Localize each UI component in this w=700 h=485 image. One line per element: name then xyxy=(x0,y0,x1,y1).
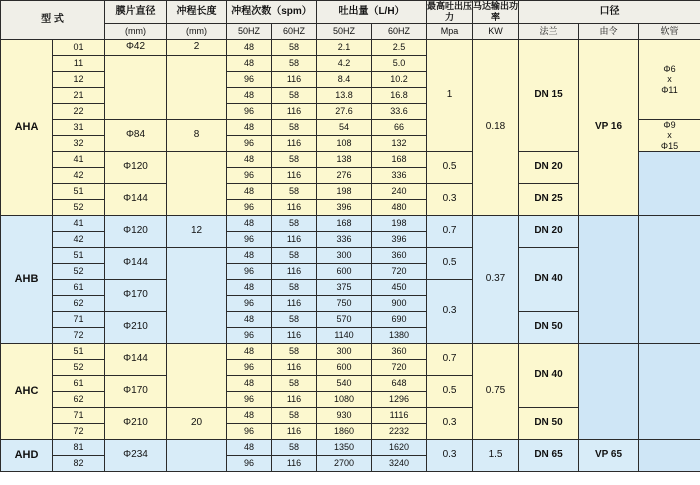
motor-power-cell: 0.18 xyxy=(473,40,519,216)
header-unit-kw: KW xyxy=(473,24,519,40)
model-code-cell: 22 xyxy=(53,104,105,120)
table-row xyxy=(1,40,700,56)
stroke-length-cell xyxy=(167,344,227,408)
hose-cell: Φ9 x Φ15 xyxy=(639,120,700,152)
table-row xyxy=(1,344,700,360)
output-50hz-cell: 168 xyxy=(317,216,372,232)
output-50hz-cell: 108 xyxy=(317,136,372,152)
model-code-cell: 81 xyxy=(53,440,105,456)
output-50hz-cell: 1860 xyxy=(317,424,372,440)
spm-50hz-cell: 96 xyxy=(227,104,272,120)
output-60hz-cell: 360 xyxy=(372,248,427,264)
spm-60hz-cell: 116 xyxy=(272,456,317,472)
spm-50hz-cell: 48 xyxy=(227,312,272,328)
output-60hz-cell: 648 xyxy=(372,376,427,392)
diaphragm-diameter-cell: Φ210 xyxy=(105,408,167,440)
output-50hz-cell: 4.2 xyxy=(317,56,372,72)
output-60hz-cell: 1116 xyxy=(372,408,427,424)
model-code-cell: 61 xyxy=(53,376,105,392)
union-cell xyxy=(579,344,639,440)
output-60hz-cell: 132 xyxy=(372,136,427,152)
flange-cell: DN 65 xyxy=(519,440,579,472)
spm-50hz-cell: 48 xyxy=(227,344,272,360)
stroke-length-cell: 12 xyxy=(167,216,227,248)
model-code-cell: 72 xyxy=(53,424,105,440)
spm-50hz-cell: 96 xyxy=(227,328,272,344)
diaphragm-diameter-cell: Φ120 xyxy=(105,152,167,184)
output-50hz-cell: 198 xyxy=(317,184,372,200)
stroke-length-cell: 20 xyxy=(167,408,227,440)
output-50hz-cell: 600 xyxy=(317,264,372,280)
output-60hz-cell: 240 xyxy=(372,184,427,200)
spm-60hz-cell: 116 xyxy=(272,424,317,440)
diaphragm-diameter-cell: Φ234 xyxy=(105,440,167,472)
flange-cell: DN 20 xyxy=(519,216,579,248)
output-60hz-cell: 168 xyxy=(372,152,427,168)
output-50hz-cell: 750 xyxy=(317,296,372,312)
model-code-cell: 52 xyxy=(53,200,105,216)
spm-50hz-cell: 96 xyxy=(227,424,272,440)
output-60hz-cell: 1620 xyxy=(372,440,427,456)
max-pressure-cell: 0.3 xyxy=(427,408,473,440)
output-50hz-cell: 2700 xyxy=(317,456,372,472)
spm-60hz-cell: 58 xyxy=(272,184,317,200)
spm-60hz-cell: 58 xyxy=(272,344,317,360)
output-60hz-cell: 33.6 xyxy=(372,104,427,120)
flange-cell: DN 40 xyxy=(519,248,579,312)
spm-50hz-cell: 48 xyxy=(227,248,272,264)
spm-50hz-cell: 96 xyxy=(227,264,272,280)
output-50hz-cell: 375 xyxy=(317,280,372,296)
output-60hz-cell: 16.8 xyxy=(372,88,427,104)
header-union: 由令 xyxy=(579,24,639,40)
motor-power-cell: 0.37 xyxy=(473,216,519,344)
model-code-cell: 41 xyxy=(53,216,105,232)
output-60hz-cell: 336 xyxy=(372,168,427,184)
spm-50hz-cell: 96 xyxy=(227,392,272,408)
spm-60hz-cell: 58 xyxy=(272,280,317,296)
output-60hz-cell: 2232 xyxy=(372,424,427,440)
output-50hz-cell: 300 xyxy=(317,248,372,264)
diaphragm-diameter-cell: Φ144 xyxy=(105,248,167,280)
output-60hz-cell: 450 xyxy=(372,280,427,296)
header-unit-mm-stroke: (mm) xyxy=(167,24,227,40)
flange-cell: DN 50 xyxy=(519,312,579,344)
output-60hz-cell: 396 xyxy=(372,232,427,248)
spm-50hz-cell: 96 xyxy=(227,136,272,152)
flange-cell: DN 20 xyxy=(519,152,579,184)
flange-cell: DN 25 xyxy=(519,184,579,216)
output-50hz-cell: 300 xyxy=(317,344,372,360)
spm-50hz-cell: 96 xyxy=(227,200,272,216)
spm-60hz-cell: 116 xyxy=(272,232,317,248)
flange-cell: DN 15 xyxy=(519,40,579,152)
model-code-cell: 32 xyxy=(53,136,105,152)
header-output-50hz: 50HZ xyxy=(317,24,372,40)
output-60hz-cell: 1296 xyxy=(372,392,427,408)
model-code-cell: 72 xyxy=(53,328,105,344)
motor-power-cell: 1.5 xyxy=(473,440,519,472)
model-code-cell: 12 xyxy=(53,72,105,88)
output-50hz-cell: 2.1 xyxy=(317,40,372,56)
hose-cell xyxy=(639,344,700,440)
diaphragm-diameter-cell: Φ144 xyxy=(105,184,167,216)
model-cell: AHD xyxy=(1,440,53,472)
model-code-cell: 51 xyxy=(53,248,105,264)
output-60hz-cell: 480 xyxy=(372,200,427,216)
output-60hz-cell: 3240 xyxy=(372,456,427,472)
diaphragm-diameter-cell: Φ210 xyxy=(105,312,167,344)
output-50hz-cell: 1140 xyxy=(317,328,372,344)
output-60hz-cell: 720 xyxy=(372,264,427,280)
spm-60hz-cell: 58 xyxy=(272,376,317,392)
spm-60hz-cell: 116 xyxy=(272,168,317,184)
model-code-cell: 01 xyxy=(53,40,105,56)
motor-power-cell: 0.75 xyxy=(473,344,519,440)
output-60hz-cell: 690 xyxy=(372,312,427,328)
spm-60hz-cell: 116 xyxy=(272,328,317,344)
spm-60hz-cell: 58 xyxy=(272,216,317,232)
spm-60hz-cell: 58 xyxy=(272,312,317,328)
max-pressure-cell: 0.3 xyxy=(427,184,473,216)
max-pressure-cell: 0.7 xyxy=(427,344,473,376)
header-caliber: 口径 xyxy=(519,1,700,24)
spm-60hz-cell: 58 xyxy=(272,248,317,264)
output-60hz-cell: 2.5 xyxy=(372,40,427,56)
spm-60hz-cell: 58 xyxy=(272,88,317,104)
spm-50hz-cell: 96 xyxy=(227,456,272,472)
union-cell: VP 65 xyxy=(579,440,639,472)
spm-50hz-cell: 96 xyxy=(227,72,272,88)
output-50hz-cell: 27.6 xyxy=(317,104,372,120)
model-code-cell: 11 xyxy=(53,56,105,72)
stroke-length-cell: 8 xyxy=(167,120,227,152)
max-pressure-cell: 0.5 xyxy=(427,152,473,184)
header-motor-power: 马达输出功率 xyxy=(473,1,519,22)
spm-60hz-cell: 116 xyxy=(272,200,317,216)
spm-60hz-cell: 58 xyxy=(272,40,317,56)
header-spm-50hz: 50HZ xyxy=(227,24,272,40)
spm-60hz-cell: 116 xyxy=(272,104,317,120)
diaphragm-diameter-cell xyxy=(105,56,167,120)
max-pressure-cell: 0.7 xyxy=(427,216,473,248)
spm-60hz-cell: 116 xyxy=(272,264,317,280)
header-diaphragm: 膜片直径 xyxy=(105,1,167,24)
model-code-cell: 71 xyxy=(53,312,105,328)
model-code-cell: 42 xyxy=(53,168,105,184)
output-60hz-cell: 360 xyxy=(372,344,427,360)
spm-50hz-cell: 96 xyxy=(227,232,272,248)
output-50hz-cell: 396 xyxy=(317,200,372,216)
spm-50hz-cell: 48 xyxy=(227,40,272,56)
spm-60hz-cell: 58 xyxy=(272,408,317,424)
diaphragm-diameter-cell: Φ84 xyxy=(105,120,167,152)
stroke-length-cell xyxy=(167,56,227,120)
flange-cell: DN 50 xyxy=(519,408,579,440)
spm-50hz-cell: 96 xyxy=(227,296,272,312)
output-60hz-cell: 198 xyxy=(372,216,427,232)
spm-60hz-cell: 116 xyxy=(272,296,317,312)
spm-50hz-cell: 48 xyxy=(227,440,272,456)
header-unit-mpa: Mpa xyxy=(427,24,473,40)
union-cell: VP 16 xyxy=(579,40,639,216)
output-60hz-cell: 900 xyxy=(372,296,427,312)
spm-50hz-cell: 48 xyxy=(227,216,272,232)
spm-60hz-cell: 58 xyxy=(272,120,317,136)
header-hose: 软管 xyxy=(639,24,700,40)
spm-50hz-cell: 48 xyxy=(227,280,272,296)
model-code-cell: 82 xyxy=(53,456,105,472)
output-50hz-cell: 54 xyxy=(317,120,372,136)
model-code-cell: 71 xyxy=(53,408,105,424)
output-60hz-cell: 5.0 xyxy=(372,56,427,72)
spm-50hz-cell: 48 xyxy=(227,56,272,72)
spm-60hz-cell: 116 xyxy=(272,392,317,408)
output-50hz-cell: 336 xyxy=(317,232,372,248)
hose-cell xyxy=(639,152,700,216)
spm-50hz-cell: 48 xyxy=(227,88,272,104)
spm-50hz-cell: 48 xyxy=(227,152,272,168)
spm-60hz-cell: 116 xyxy=(272,136,317,152)
header-output-60hz: 60HZ xyxy=(372,24,427,40)
model-code-cell: 41 xyxy=(53,152,105,168)
output-50hz-cell: 1350 xyxy=(317,440,372,456)
diaphragm-diameter-cell: Φ42 xyxy=(105,40,167,56)
spm-50hz-cell: 48 xyxy=(227,408,272,424)
output-50hz-cell: 540 xyxy=(317,376,372,392)
output-60hz-cell: 720 xyxy=(372,360,427,376)
header-unit-mm-diaphragm: (mm) xyxy=(105,24,167,40)
model-code-cell: 62 xyxy=(53,296,105,312)
spm-60hz-cell: 58 xyxy=(272,440,317,456)
stroke-length-cell: 2 xyxy=(167,40,227,56)
max-pressure-cell: 0.3 xyxy=(427,440,473,472)
spm-50hz-cell: 48 xyxy=(227,184,272,200)
header-stroke-count: 冲程次数（spm） xyxy=(227,1,317,24)
output-60hz-cell: 1380 xyxy=(372,328,427,344)
model-cell: AHA xyxy=(1,40,53,216)
model-code-cell: 52 xyxy=(53,360,105,376)
stroke-length-cell xyxy=(167,152,227,216)
header-row-2 xyxy=(1,24,700,40)
spm-50hz-cell: 96 xyxy=(227,168,272,184)
model-code-cell: 21 xyxy=(53,88,105,104)
hose-cell: Φ6 x Φ11 xyxy=(639,40,700,120)
diaphragm-diameter-cell: Φ120 xyxy=(105,216,167,248)
hose-cell xyxy=(639,440,700,472)
stroke-length-cell xyxy=(167,248,227,344)
spm-50hz-cell: 48 xyxy=(227,376,272,392)
hose-cell xyxy=(639,216,700,344)
model-code-cell: 51 xyxy=(53,184,105,200)
header-output: 吐出量（L/H） xyxy=(317,1,427,24)
header-model: 型 式 xyxy=(1,1,105,40)
output-50hz-cell: 600 xyxy=(317,360,372,376)
diaphragm-diameter-cell: Φ144 xyxy=(105,344,167,376)
model-cell: AHC xyxy=(1,344,53,440)
output-50hz-cell: 1080 xyxy=(317,392,372,408)
flange-cell: DN 40 xyxy=(519,344,579,408)
output-60hz-cell: 66 xyxy=(372,120,427,136)
spm-50hz-cell: 48 xyxy=(227,120,272,136)
model-code-cell: 52 xyxy=(53,264,105,280)
model-code-cell: 51 xyxy=(53,344,105,360)
model-code-cell: 31 xyxy=(53,120,105,136)
model-code-cell: 62 xyxy=(53,392,105,408)
spm-60hz-cell: 116 xyxy=(272,72,317,88)
spm-60hz-cell: 58 xyxy=(272,56,317,72)
diaphragm-diameter-cell: Φ170 xyxy=(105,376,167,408)
spm-60hz-cell: 58 xyxy=(272,152,317,168)
model-code-cell: 61 xyxy=(53,280,105,296)
output-50hz-cell: 138 xyxy=(317,152,372,168)
max-pressure-cell: 0.5 xyxy=(427,248,473,280)
output-50hz-cell: 570 xyxy=(317,312,372,328)
header-row-1 xyxy=(1,1,700,24)
output-50hz-cell: 276 xyxy=(317,168,372,184)
table-row xyxy=(1,216,700,232)
output-50hz-cell: 930 xyxy=(317,408,372,424)
spm-50hz-cell: 96 xyxy=(227,360,272,376)
header-stroke-length: 冲程长度 xyxy=(167,1,227,24)
model-cell: AHB xyxy=(1,216,53,344)
model-code-cell: 42 xyxy=(53,232,105,248)
header-spm-60hz: 60HZ xyxy=(272,24,317,40)
output-50hz-cell: 13.8 xyxy=(317,88,372,104)
output-60hz-cell: 10.2 xyxy=(372,72,427,88)
diaphragm-diameter-cell: Φ170 xyxy=(105,280,167,312)
header-max-pressure: 最高吐出压力 xyxy=(427,1,473,22)
max-pressure-cell: 1 xyxy=(427,40,473,152)
max-pressure-cell: 0.3 xyxy=(427,280,473,344)
spm-60hz-cell: 116 xyxy=(272,360,317,376)
max-pressure-cell: 0.5 xyxy=(427,376,473,408)
header-flange: 法兰 xyxy=(519,24,579,40)
stroke-length-cell xyxy=(167,440,227,472)
table-row xyxy=(1,440,700,456)
output-50hz-cell: 8.4 xyxy=(317,72,372,88)
union-cell xyxy=(579,216,639,344)
